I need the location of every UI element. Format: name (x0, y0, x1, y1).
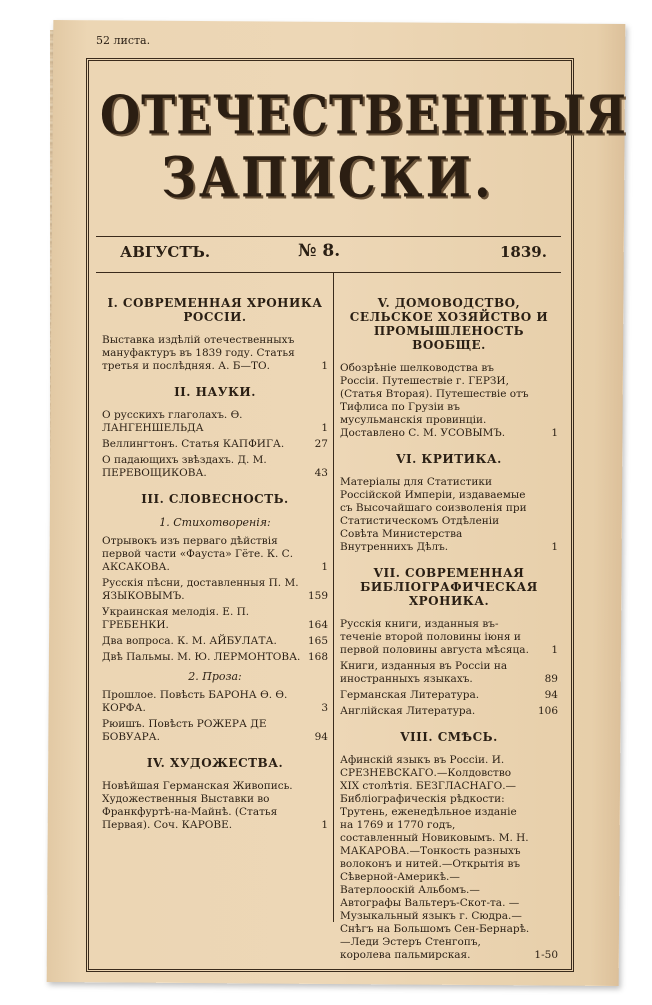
entry-title: Англійская Литература. (340, 705, 476, 717)
contents-entry (340, 689, 558, 702)
contents-entry (340, 476, 558, 554)
entry-page-number: 159 (307, 590, 328, 602)
entry-title: Новѣйшая Германская Живопись. Художественныя Выставки во Франкфуртѣ-на-Майнѣ. (Статья Первая). Соч. КАРОВЕ. (102, 780, 293, 831)
entry-title: Украинская мелодія. Е. П. ГРЕБЕНКИ. (102, 606, 250, 631)
contents-entry (340, 362, 558, 440)
entry-title: Афинскій языкъ въ Россіи. И. СРЕЗНЕВСКАГО.—Колдовство XIX столѣтія. БЕЗГЛАСНАГО.—Библіографическія рѣдкости: Трутень, еженедѣльное изданіе на 1769 и 1770 годъ, составленный Новиковымъ. М. Н. МАКАРОВА.—Тонкость разныхъ волоконъ и нитей.—Открытія въ Сѣверной-Америкѣ.—Ватерлооскій Альбомъ.—Автографы Вальтеръ-Скот-та. — Музыкальный языкъ г. Сюдра.—Снѣгъ на Большомъ Сен-Бернарѣ.—Леди Эстеръ Стенгопъ, королева пальмирская. (340, 754, 530, 961)
entry-page-number: 1 (321, 422, 328, 434)
entry-title: О падающихъ звѣздахъ. Д. М. ПЕРЕВОЩИКОВА. (102, 454, 267, 479)
contents-entry (102, 535, 328, 574)
journal-title-line2: ЗАПИСКИ. (161, 145, 494, 211)
section-heading: V. ДОМОВОДСТВО, СЕЛЬСКОЕ ХОЗЯЙСТВО И ПРОМЫШЛЕНОСТЬ ВООБЩЕ. (349, 296, 549, 352)
entry-title: Германская Литература. (340, 689, 480, 701)
entry-title: Два вопроса. К. М. АЙБУЛАТА. (102, 635, 277, 647)
entry-title: Отрывокъ изъ перваго дѣйствія первой части «Фауста» Гёте. К. С. АКСАКОВА. (102, 535, 294, 573)
entry-page-number: 165 (307, 635, 328, 647)
page-count-note: 52 листа. (96, 34, 151, 47)
entry-page-number: 94 (544, 689, 558, 701)
section-heading: I. СОВРЕМЕННАЯ ХРОНИКА РОССІИ. (107, 296, 323, 324)
entry-page-number: 1 (321, 360, 328, 372)
subsection-heading: 1. Стихотворенія: (159, 516, 271, 529)
entry-title: Обозрѣніе шелководства въ Россіи. Путешествіе г. ГЕРЗИ, (Статья Вторая). Путешествіе отъ Тифлиса по Грузіи въ мусульманскія провинціи. Доставлено С. М. УСОВЫМЪ. (340, 362, 529, 439)
contents-entry (340, 705, 558, 718)
contents-entry (340, 660, 558, 686)
issue-month: АВГУСТЪ. (120, 243, 211, 261)
contents-entry (102, 651, 328, 664)
entry-title: Матеріалы для Статистики Россійской Имперіи, издаваемые съ Высочайшаго соизволенія при Статистическомъ Отдѣленіи Совѣта Министерства Внутреннихъ Дѣлъ. (340, 476, 527, 553)
entry-page-number: 164 (307, 619, 328, 631)
entry-page-number: 1 (551, 644, 558, 656)
section-heading: III. СЛОВЕСНОСТЬ. (141, 492, 289, 506)
header-rule-bottom (96, 272, 561, 273)
issue-year: 1839. (500, 243, 547, 261)
entry-title: Русскія книги, изданныя въ-теченіе второй половины іюня и первой половины августа мѣсяца. (340, 618, 529, 656)
entry-title: Рюишъ. Повѣсть РОЖЕРА ДЕ БОВУАРА. (102, 718, 267, 743)
contents-entry (102, 409, 328, 435)
contents-entry (102, 454, 328, 480)
entry-page-number: 27 (314, 438, 328, 450)
entry-title: О русскихъ глаголахъ. Ѳ. ЛАНГЕНШЕЛЬДА (102, 409, 243, 434)
entry-title: Прошлое. Повѣсть БАРОНА Ѳ. Ѳ. КОРФА. (102, 689, 288, 714)
contents-entry (102, 718, 328, 744)
entry-title: Выставка издѣлій отечественныхъ мануфактуръ въ 1839 году. Статья третья и послѣдняя. А. Б—ТО. (102, 334, 295, 372)
contents-entry (102, 689, 328, 715)
entry-page-number: 1-50 (534, 949, 558, 961)
entry-title: Веллингтонъ. Статья КАПФИГА. (102, 438, 285, 450)
entry-page-number: 168 (307, 651, 328, 663)
column-divider (333, 272, 334, 922)
header-rule-top (96, 236, 561, 237)
entry-title: Книги, изданныя въ Россіи на иностранныхъ языкахъ. (340, 660, 508, 685)
entry-title: Русскія пѣсни, доставленныя П. М. ЯЗЫКОВЫМЪ. (102, 577, 299, 602)
section-heading: IV. ХУДОЖЕСТВА. (146, 756, 284, 770)
contents-left-column (102, 284, 328, 835)
contents-entry (102, 606, 328, 632)
entry-page-number: 89 (544, 673, 558, 685)
contents-right-column (340, 284, 558, 965)
entry-page-number: 1 (551, 541, 558, 553)
contents-entry (340, 754, 558, 962)
entry-page-number: 1 (321, 819, 328, 831)
subsection-heading: 2. Проза: (188, 670, 242, 683)
section-heading: VIII. СМѢСЬ. (400, 730, 498, 744)
section-heading: VI. КРИТИКА. (396, 452, 502, 466)
contents-entry (102, 780, 328, 832)
entry-page-number: 106 (537, 705, 558, 717)
contents-entry (102, 635, 328, 648)
entry-page-number: 1 (551, 427, 558, 439)
contents-entry (102, 438, 328, 451)
entry-page-number: 3 (321, 702, 328, 714)
contents-entry (102, 334, 328, 373)
contents-entry (102, 577, 328, 603)
entry-page-number: 1 (321, 561, 328, 573)
issue-number: № 8. (298, 241, 341, 261)
journal-title-line1: ОТЕЧЕСТВЕННЫЯ (100, 83, 627, 147)
section-heading: II. НАУКИ. (174, 385, 256, 399)
section-heading: VII. СОВРЕМЕННАЯ БИБЛІОГРАФИЧЕСКАЯ ХРОНИКА. (360, 566, 538, 608)
entry-page-number: 94 (314, 731, 328, 743)
entry-page-number: 43 (314, 467, 328, 479)
entry-title: Двѣ Пальмы. М. Ю. ЛЕРМОНТОВА. (102, 651, 301, 663)
contents-entry (340, 618, 558, 657)
